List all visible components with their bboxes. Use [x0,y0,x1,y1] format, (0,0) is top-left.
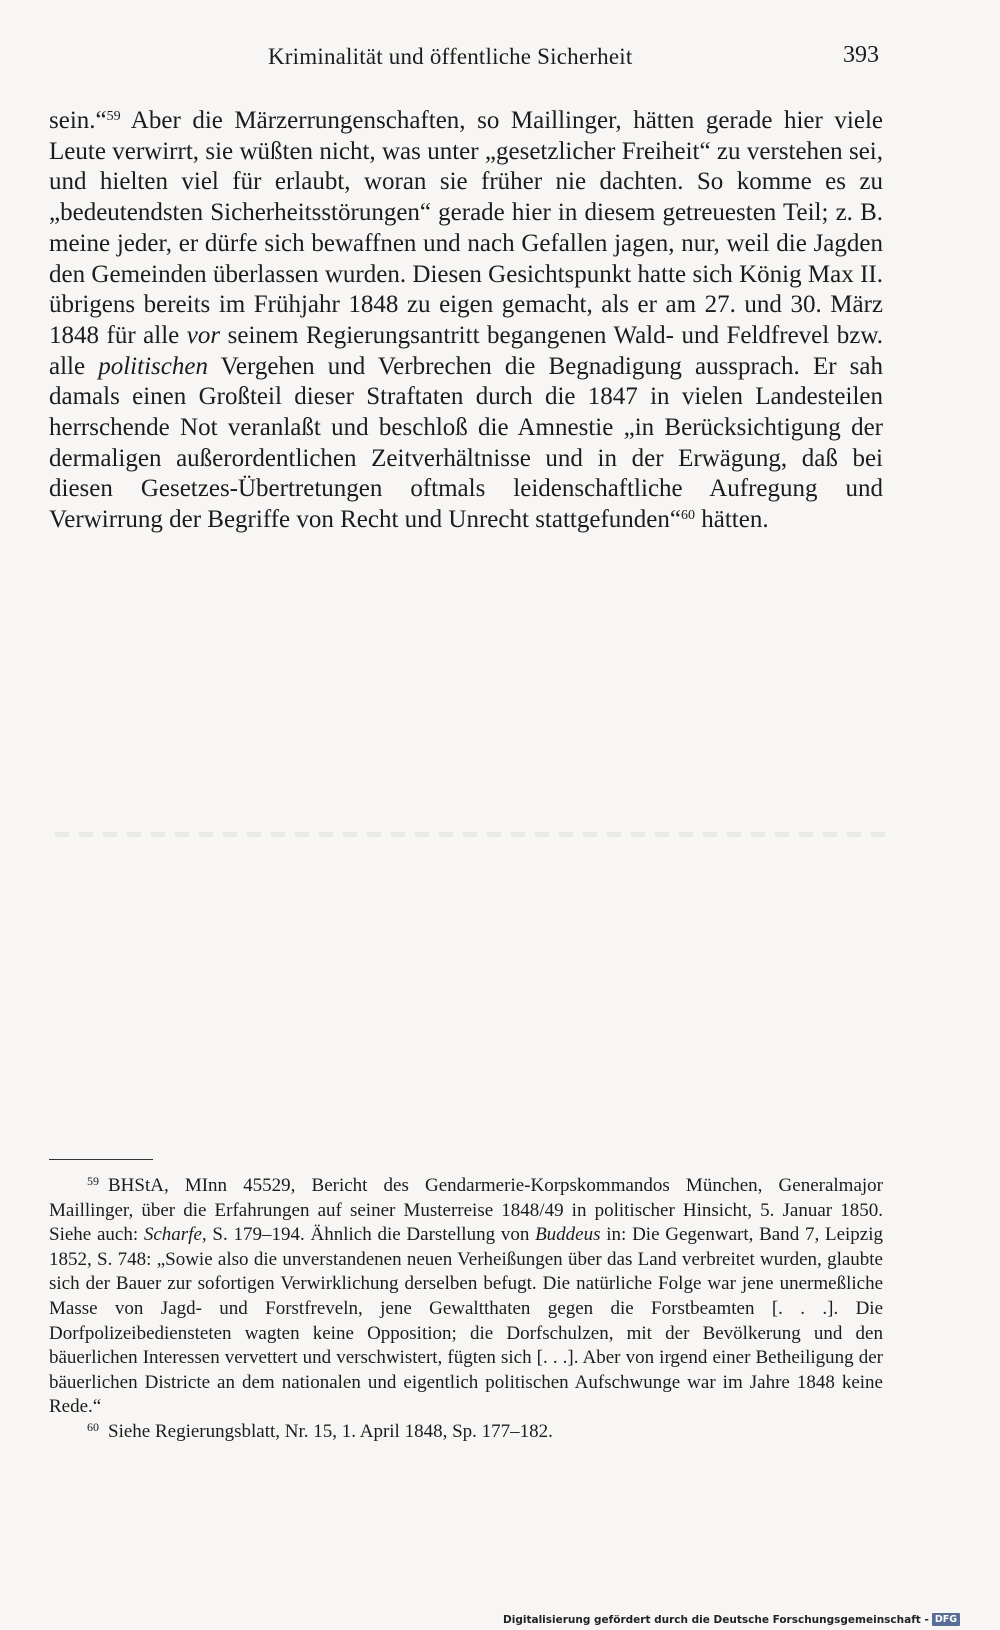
text-run: in: Die Gegenwart, Band 7, Leipzig 1852, S. 748: „Sowie also die unverstandenen neuen Verheißungen über das Land verbreitet wurden, glaubte sich der Bauer zur sofortigen Verwirklichung derselben befugt. Die natürliche Folge war jene unermeßliche Masse von Jagd- und Forstfreveln, jene Gewaltthaten gegen die Forstbeamten [. . .]. Die Dorfpolizeibediensteten wagten keine Opposition; die Dorfschulzen, mit der Bevölkerung und den bäuerlichen Interessen vervettert und verschwistert, fügten sich [. . .]. Aber von irgend einer Betheiligung der bäuerlichen Districte an dem nationalen und eigentlich politischen Aufschwunge war im Jahre 1848 keine Rede.“ [49,1224,884,1418]
running-header-title: Kriminalität und öffentliche Sicherheit [268,44,633,69]
footnotes [49,1174,883,1445]
text-run: S. 179–194. Ähnlich die Darstellung von [206,1224,536,1246]
body-paragraph [49,106,883,536]
footnote-ref-60[interactable]: 60 [680,508,695,524]
credit-text: Digitalisierung gefördert durch die Deutsche Forschungsgemeinschaft - [503,1613,929,1626]
digitization-credit [503,1613,960,1626]
author-buddeus: Buddeus [535,1224,601,1246]
footnote-mark-60: 60 [87,1419,99,1434]
text-run: sein.“ [49,107,107,134]
text-run: BHStA, MInn 45529, Bericht des Gendarmerie-Korpskommandos München, Generalmajor Maillinger, über die Erfahrungen auf seiner Musterreise 1848/49 in politischer Hinsicht, 5. Januar 1850. Siehe auch: [49,1175,883,1246]
footnote-ref-59[interactable]: 59 [106,109,121,124]
text-run: Aber die Märzerrungenschaften, so Maillinger, hätten gerade hier viele Leute verwirrt, sie wüßten nicht, was unter „gesetzlicher Freiheit“ zu verstehen sei, und hielten viel für erlaubt, woran sie früher nie dachten. So komme es zu „bedeutendsten Sicherheitsstörungen“ gerade hier in diesem getreuesten Teil; z. B. meine jeder, er dürfe sich bewaffnen und nach Gefallen jagen, nur, weil die Jagden den Gemeinden überlassen wurden. Diesen Gesichtspunkt hatte sich König Max II. übrigens bereits im Frühjahr 1848 zu eigen gemacht, als er am 27. und 30. März 1848 für alle [49,107,883,349]
emphasis-politischen: politischen [98,352,208,380]
body-text [49,106,883,536]
text-run: Siehe Regierungsblatt, Nr. 15, 1. April 1848, Sp. 177–182. [108,1420,553,1442]
dfg-logo-icon: DFG [932,1613,960,1626]
footnote-59 [49,1174,883,1420]
text-run: seinem Regierungsantritt begangenen Wald- und Feldfrevel bzw. alle [49,321,883,380]
bleed-through-line [55,832,885,837]
text-run: hätten. [694,506,769,534]
author-scharfe: Scharfe, [143,1224,207,1246]
footnote-mark-59: 59 [87,1174,99,1188]
page-number: 393 [843,42,879,68]
footnote-rule [49,1159,153,1160]
text-run: Vergehen und Verbrechen die Begnadigung aussprach. Er sah damals einen Großteil dieser Straftaten durch die 1847 in vielen Landesteilen herrschende Not veranlaßt und beschloß die Amnestie „in Berücksichtigung der dermaligen außerordentlichen Zeitverhältnisse und in der Erwägung, daß bei diesen Gesetzes-Übertretungen oftmals leidenschaftliche Aufregung und Verwirrung der Begriffe von Recht und Unrecht stattgefunden“ [49,352,883,534]
footnote-60 [49,1420,883,1445]
emphasis-vor: vor [186,321,221,349]
